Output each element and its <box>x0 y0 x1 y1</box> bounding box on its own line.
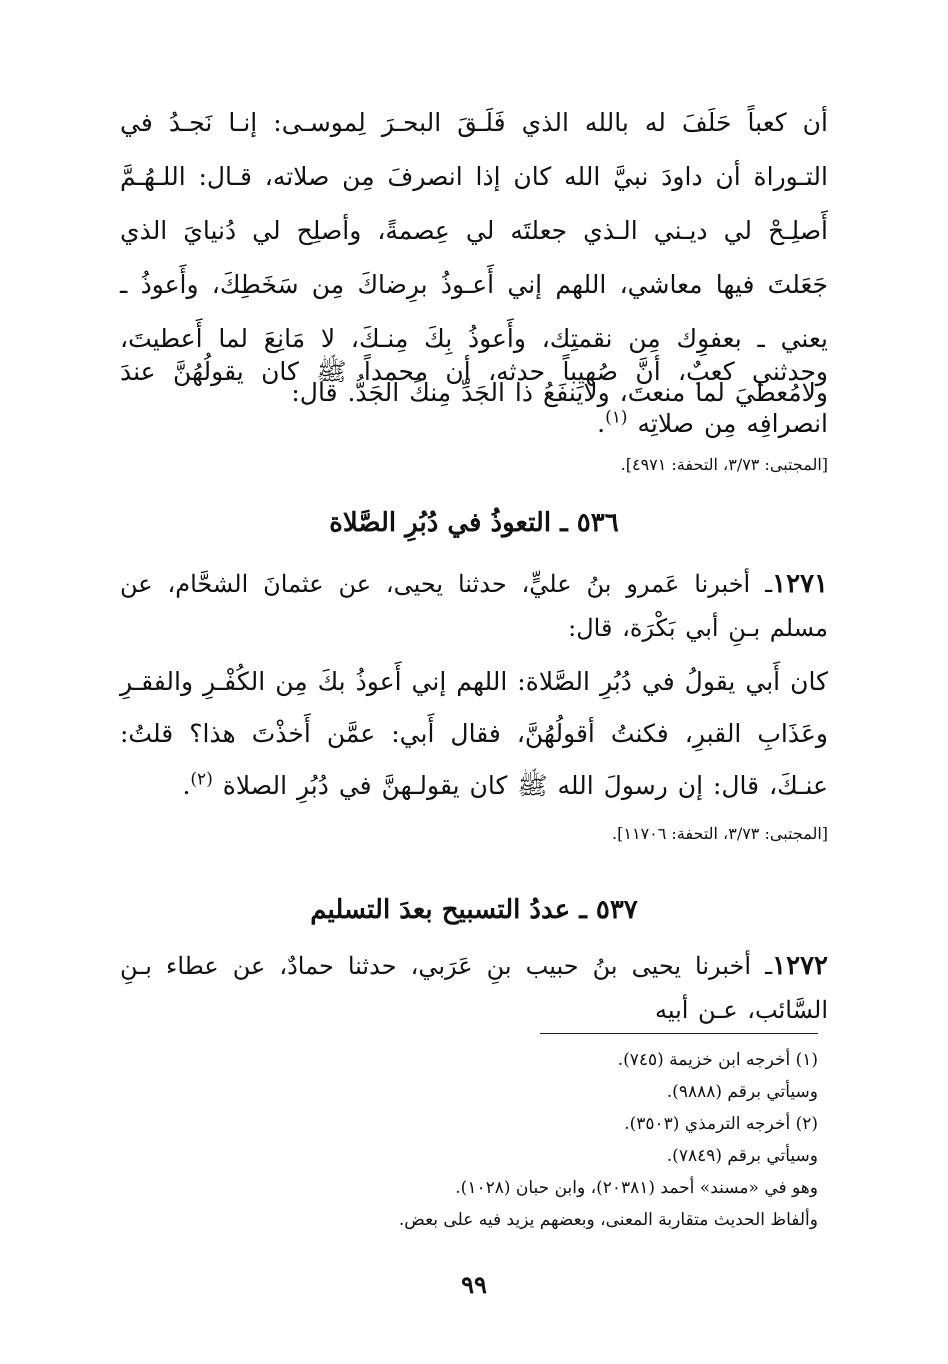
footnote-line: (١) أخرجه ابن خزيمة (٧٤٥). <box>617 1050 818 1070</box>
isnad-text-1272: ـ أخبرنا يحيى بنُ حبيب بنِ عَرَبي، حدثنا حمادٌ، عن عطاء بـنِ السَّائب، عـن أبيه <box>120 952 828 1024</box>
period: . <box>182 771 191 800</box>
footnote-line: (٢) أخرجه الترمذي (٣٥٠٣). <box>624 1114 818 1134</box>
source-reference-2: [المجتبى: ٣/٧٣، التحفة: ١١٧٠٦]. <box>612 824 828 843</box>
intro-text-2: وحدثني كعبٌ، أنَّ صُهيباً حدثه، أن محمداً ﷺ كان يقولُهُنَّ عندَ انصرافِه مِن صلاتِه <box>120 357 828 438</box>
source-reference-1: [المجتبى: ٣/٧٣، التحفة: ٤٩٧١]. <box>620 455 828 474</box>
period: . <box>597 409 606 438</box>
footnote-separator <box>540 1033 818 1034</box>
footnote-ref-1: (١) <box>605 407 628 428</box>
isnad-text-1271: ـ أخبرنا عَمرو بنُ عليٍّ، حدثنا يحيى، عن عثمانَ الشحَّام، عن مسلم بـنِ أبي بَكْرَة، قال: <box>120 570 828 642</box>
footnotes <box>300 1044 818 1236</box>
hadith-number-1272: ١٢٧٢ <box>772 951 828 981</box>
hadith-1272-isnad <box>120 944 828 1032</box>
intro-text: أن كعباً حَلَفَ له بالله الذي فَلَـقَ البحـرَ لِموسـى: إنـا نَجـدُ في التـوراة أن داودَ نبيَّ الله كان إذا انصرفَ مِن صلاته، قـال: اللـهُـمَّ أَصلِـحْ لي ديـني الـذي جعلتَه لي عِصمةً، وأصلِح لي دُنيايَ الذي جَعَلتَ فيها معاشي، اللهم إني أَعـوذُ برِضاكَ مِن سَخَطِكَ، وأَعوذُ ـ يعني ـ بعفوِك مِن نقمتِك، وأَعوذُ بِكَ مِنـكَ، لا مَانِعَ لما أَعطيتَ، ولامُعطيَ لما منعتَ، ولايَنفَعُ ذا الجَدِّ مِنكَ الجَدُّ. قال: <box>120 108 828 407</box>
intro-paragraph-2 <box>120 346 828 450</box>
footnote-line: وألفاظ الحديث متقاربة المعنى، وبعضهم يزيد فيه على بعض. <box>398 1210 818 1230</box>
matn-text-1271: كان أَبي يقولُ في دُبُرِ الصَّلاة: اللهم إني أَعوذُ بكَ مِن الكُفْـرِ والفقـرِ وعَذَابِ القبرِ، فكنتُ أقولُهُنَّ، فقال أَبي: عمَّن أَخذْتَ هذا؟ قلتُ: عنـكَ، قال: إن رسولَ الله ﷺ كان يقولـهنَّ في دُبُرِ الصلاة <box>120 667 828 800</box>
footnote-line: وسيأتي برقم (٧٨٤٩). <box>666 1146 818 1166</box>
chapter-heading-536: ٥٣٦ ـ التعوذُ في دُبُرِ الصَّلاة <box>329 508 619 538</box>
chapter-heading-537: ٥٣٧ ـ عددُ التسبيح بعدَ التسليم <box>310 895 638 925</box>
hadith-1271-matn <box>120 656 828 812</box>
footnote-line: وهو في «مسند» أحمد (٢٠٣٨١)، وابن حبان (١٠٢٨). <box>455 1178 818 1198</box>
page-number: ٩٩ <box>461 1270 487 1299</box>
hadith-1271-isnad <box>120 562 828 650</box>
footnote-line: وسيأتي برقم (٩٨٨٨). <box>666 1082 818 1102</box>
hadith-number-1271: ١٢٧١ <box>772 569 828 599</box>
footnote-ref-2: (٢) <box>190 769 213 790</box>
